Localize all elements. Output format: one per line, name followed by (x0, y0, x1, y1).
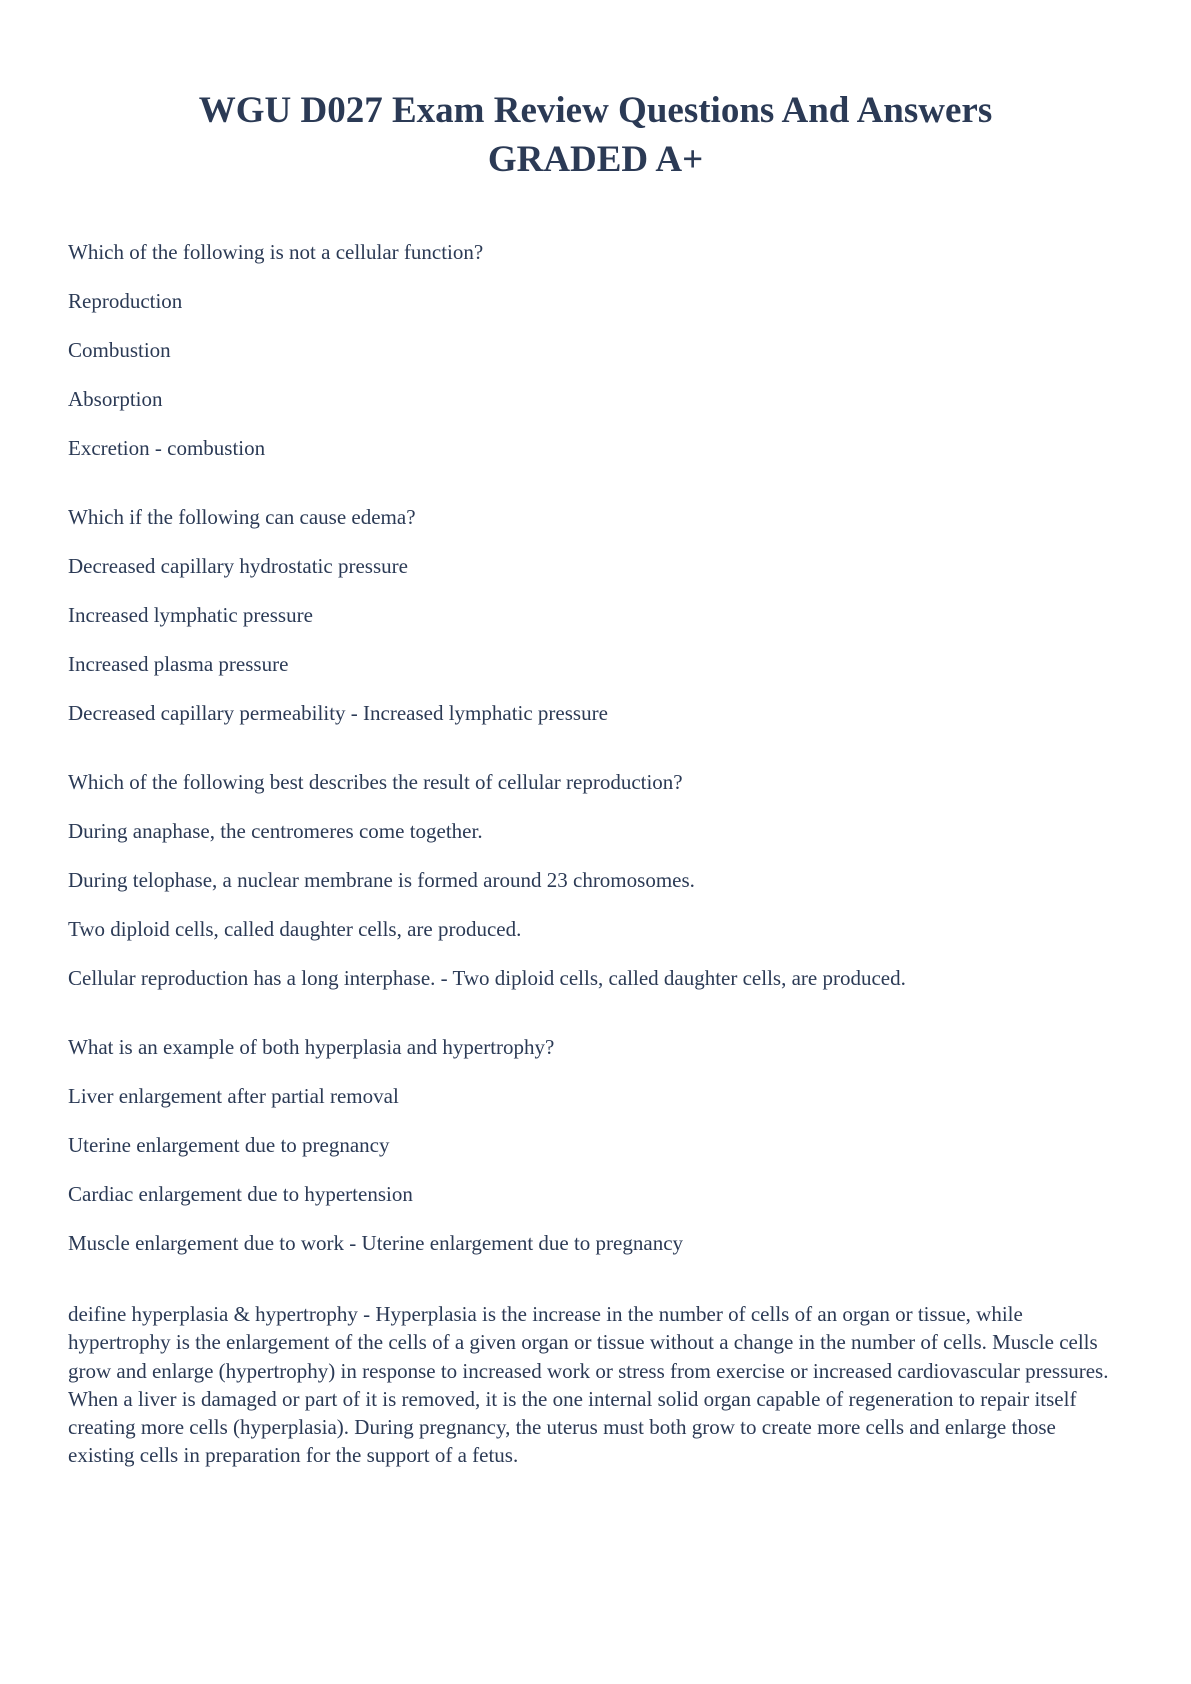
answer-option: Reproduction (68, 289, 183, 313)
question-text: Which of the following best describes the result of cellular reproduction? (68, 770, 683, 794)
answer-option: During anaphase, the centromeres come together. (68, 819, 483, 843)
answer-option-with-answer: Cellular reproduction has a long interphase. - Two diploid cells, called daughter cells, are produced. (68, 966, 906, 990)
answer-option-with-answer: Muscle enlargement due to work - Uterine enlargement due to pregnancy (68, 1231, 684, 1255)
answer-option: Two diploid cells, called daughter cells, are produced. (68, 917, 522, 941)
page-title (68, 86, 1123, 184)
document-content (68, 240, 1123, 1470)
answer-option: Decreased capillary hydrostatic pressure (68, 554, 408, 578)
answer-option: Liver enlargement after partial removal (68, 1084, 399, 1108)
question-text: Which if the following can cause edema? (68, 505, 416, 529)
answer-option: Increased lymphatic pressure (68, 603, 313, 627)
answer-option: Cardiac enlargement due to hypertension (68, 1182, 413, 1206)
question-text: Which of the following is not a cellular function? (68, 240, 484, 264)
answer-option: During telophase, a nuclear membrane is formed around 23 chromosomes. (68, 868, 695, 892)
question-block-1 (68, 240, 1123, 461)
answer-option-with-answer: Excretion - combustion (68, 436, 266, 460)
definition-paragraph: deifine hyperplasia & hypertrophy - Hyperplasia is the increase in the number of cells of an organ or tissue, while hypertrophy is the enlargement of the cells of a given organ or tissue without a change in the number of cells. Muscle cells grow and enlarge (hypertrophy) in response to increased work or stress from exercise or increased cardiovascular pressures. When a liver is damaged or part of it is removed, it is the one internal solid organ capable of regeneration to repair itself creating more cells (hyperplasia). During pregnancy, the uterus must both grow to create more cells and enlarge those existing cells in preparation for the support of a fetus. (68, 1302, 1109, 1468)
question-text: What is an example of both hyperplasia and hypertrophy? (68, 1035, 555, 1059)
answer-option: Absorption (68, 387, 163, 411)
answer-option: Combustion (68, 338, 171, 362)
question-block-3 (68, 770, 1123, 991)
answer-option-with-answer: Decreased capillary permeability - Increased lymphatic pressure (68, 701, 608, 725)
question-block-4 (68, 1035, 1123, 1256)
question-block-2 (68, 505, 1123, 726)
title-line-1: WGU D027 Exam Review Questions And Answers (198, 90, 993, 131)
answer-option: Increased plasma pressure (68, 652, 289, 676)
title-line-2: GRADED A+ (487, 139, 704, 180)
answer-option: Uterine enlargement due to pregnancy (68, 1133, 390, 1157)
